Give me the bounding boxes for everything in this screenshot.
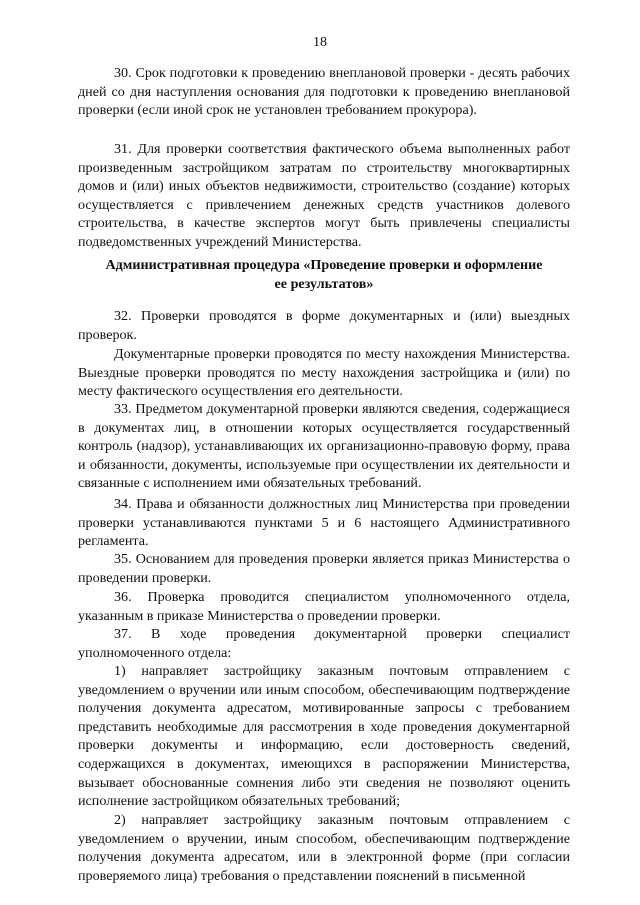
paragraph-37: 37. В ходе проведения документарной проверки специалист уполномоченного отдела: xyxy=(78,626,570,661)
page-number: 18 xyxy=(313,35,327,50)
paragraph-30: 30. Срок подготовки к проведению внеплановой проверки - десять рабочих дней со дня наступления основания для подготовки к проведению внеплановой проверки (если иной срок не установлен требованием прокурора). xyxy=(78,65,570,119)
paragraph-32-cont: Документарные проверки проводятся по месту нахождения Министерства. Выездные проверки проводятся по месту нахождения застройщика и (или) по месту фактического осуществления его деятельности. xyxy=(78,346,570,400)
paragraph-32: 32. Проверки проводятся в форме документарных и (или) выездных проверок. xyxy=(78,308,570,343)
section-heading: Административная процедура «Проведение проверки и оформление ее результатов» xyxy=(105,257,543,292)
paragraph-33: 33. Предметом документарной проверки являются сведения, содержащиеся в документах лиц, в отношении которых осуществляется государственный контроль (надзор), устанавливающих их организационно-правовую форму, права и обязанности, документы, используемые при осуществлении их деятельности и связанные с исполнением ими обязательных требований. xyxy=(78,401,570,492)
paragraph-36: 36. Проверка проводится специалистом уполномоченного отдела, указанным в приказе Министерства о проведении проверки. xyxy=(78,589,570,624)
paragraph-37-item-2: 2) направляет застройщику заказным почтовым отправлением с уведомлением о вручении, иным способом, обеспечивающим подтверждение получения документа адресатом, или в электронной форме (при согласии проверяемого лица) требования о представлении пояснений в письменной xyxy=(78,812,570,884)
paragraph-34: 34. Права и обязанности должностных лиц Министерства при проведении проверки устанавливаются пунктами 5 и 6 настоящего Административного регламента. xyxy=(78,496,570,550)
paragraph-37-item-1: 1) направляет застройщику заказным почтовым отправлением с уведомлением о вручении или иным способом, обеспечивающим подтверждение получения документа адресатом, мотивированные запросы с требованием представить необходимые для рассмотрения в ходе проведения документарной проверки документы и информацию, если достоверность сведений, содержащихся в документах, имеющихся в распоряжении Министерства, вызывает обоснованные сомнения либо эти сведения не позволяют оценить исполнение застройщиком обязательных требований; xyxy=(78,663,570,810)
paragraph-35: 35. Основанием для проведения проверки является приказ Министерства о проведении проверки. xyxy=(78,551,570,586)
paragraph-31: 31. Для проверки соответствия фактического объема выполненных работ произведенным застройщиком затратам по строительству многоквартирных домов и (или) иных объектов недвижимости, строительство (создание) которых осуществляется с привлечением денежных средств участников долевого строительства, в качестве экспертов могут быть привлечены специалисты подведомственных учреждений Министерства. xyxy=(78,141,570,250)
